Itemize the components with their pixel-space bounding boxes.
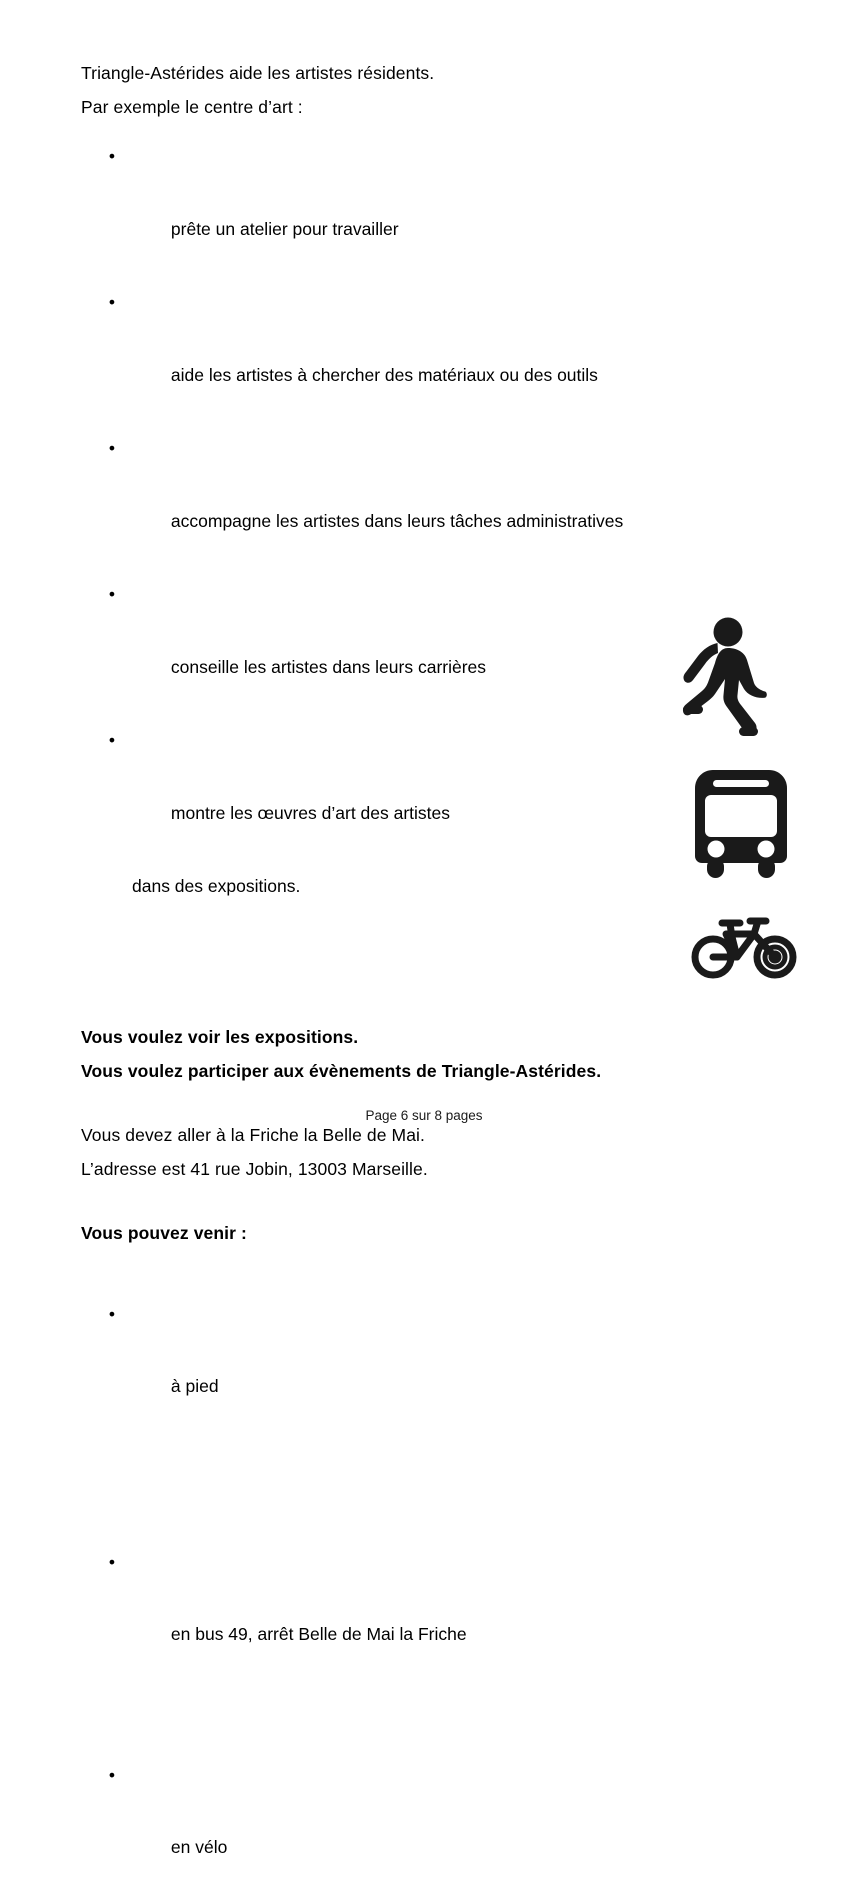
intro-line-2: Par exemple le centre d’art : <box>81 97 303 117</box>
bullet-marker: • <box>108 584 116 604</box>
spacer <box>81 1186 781 1216</box>
bullet-marker: • <box>108 730 116 750</box>
location-line-2: L’adresse est 41 rue Jobin, 13003 Marseille. <box>81 1158 428 1179</box>
list-item-label: aide les artistes à chercher des matériaux ou des outils <box>170 365 598 385</box>
bold-statement-2: Vous voulez participer aux évènements de Triangle-Astérides. <box>81 1060 602 1081</box>
spacer <box>81 978 781 1020</box>
bold-statement-1: Vous voulez voir les expositions. <box>81 1026 359 1047</box>
bullet-marker: • <box>108 1551 116 1572</box>
list-item-label: conseille les artistes dans leurs carrières <box>170 657 487 677</box>
services-list <box>81 138 781 978</box>
list-item <box>81 576 781 722</box>
list-item-continuation: dans des expositions. <box>132 876 301 896</box>
bullet-marker: • <box>108 1764 116 1785</box>
list-item-label: accompagne les artistes dans leurs tâches administratives <box>170 511 624 531</box>
transport-option-label: à pied <box>170 1375 219 1396</box>
transport-list <box>81 1296 781 1901</box>
bullet-marker: • <box>108 146 116 166</box>
location-line-1: Vous devez aller à la Friche la Belle de Mai. <box>81 1124 425 1145</box>
transport-option-label: en vélo <box>170 1836 228 1857</box>
bullet-marker: • <box>108 438 116 458</box>
intro-line-1: Triangle-Astérides aide les artistes résidents. <box>81 63 435 83</box>
page-footer: Page 6 sur 8 pages <box>365 1108 483 1123</box>
list-item <box>81 1544 781 1688</box>
list-item-label: prête un atelier pour travailler <box>170 219 399 239</box>
list-item-label: montre les œuvres d’art des artistes <box>170 803 451 823</box>
spacer <box>81 124 781 138</box>
document-body <box>81 56 781 1901</box>
list-item <box>81 722 781 978</box>
list-item <box>81 138 781 284</box>
transport-heading: Vous pouvez venir : <box>81 1222 247 1243</box>
list-item <box>81 1296 781 1440</box>
bullet-marker: • <box>108 292 116 312</box>
list-item <box>81 284 781 430</box>
list-item <box>81 1757 781 1901</box>
bullet-marker: • <box>108 1303 116 1324</box>
list-item <box>81 430 781 576</box>
transport-option-label: en bus 49, arrêt Belle de Mai la Friche <box>170 1623 467 1644</box>
